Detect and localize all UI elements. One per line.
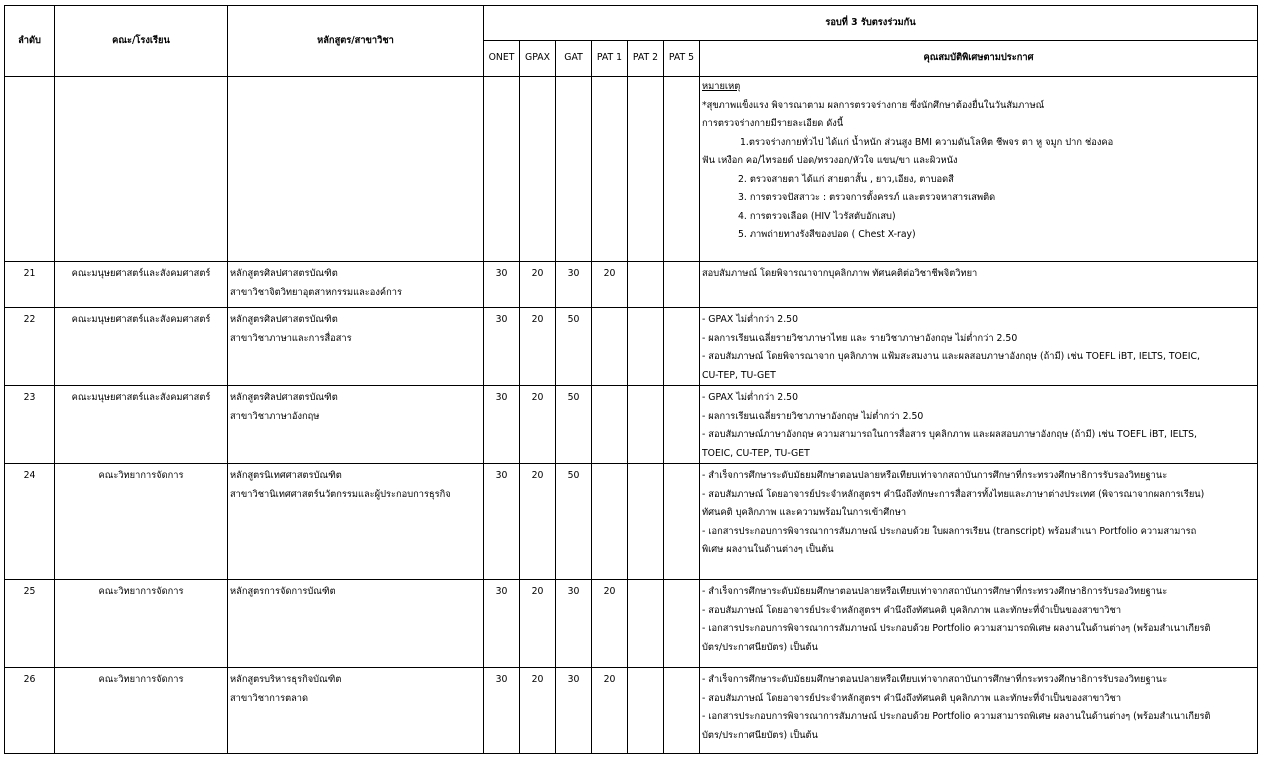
pat2-cell [628,308,664,386]
qualification-cell [700,580,1258,668]
qualification-line: - สอบสัมภาษณ์ โดยอาจารย์ประจำหลักสูตรฯ คำนึงถึงทักษะการสื่อสารทั้งไทยและภาษาต่างประเทศ (พิจารณาจากผลการเรียน) [702,488,1205,500]
note-empty-cell [484,77,520,262]
qualification-line: - เอกสารประกอบการพิจารณาการสัมภาษณ์ ประกอบด้วย Portfolio ความสามารถพิเศษ ผลงานในด้านต่างๆ (พร้อมสำเนาเกียรติ [702,711,1211,722]
qualification-line: - เอกสารประกอบการพิจารณาการสัมภาษณ์ ประกอบด้วย Portfolio ความสามารถพิเศษ ผลงานในด้านต่างๆ (พร้อมสำเนาเกียรติ [702,623,1211,634]
note-line: 5. ภาพถ่ายทางรังสีของปอด ( Chest X-ray) [738,229,916,240]
note-empty-cell [664,77,700,262]
note-title: หมายเหตุ [702,81,741,92]
gpax-cell: 20 [520,386,556,464]
faculty-cell: คณะมนุษยศาสตร์และสังคมศาสตร์ [55,386,228,464]
header-seq: ลำดับ [5,6,55,77]
qualification-line: - ผลการเรียนเฉลี่ยรายวิชาภาษาไทย และ รายวิชาภาษาอังกฤษ ไม่ต่ำกว่า 2.50 [702,332,1018,344]
pat1-cell: 20 [592,668,628,754]
note-empty-cell [228,77,484,262]
qualification-line: CU-TEP, TU-GET [702,369,776,381]
header-onet: ONET [484,41,520,77]
qualification-line: บัตร/ประกาศนียบัตร) เป็นต้น [702,641,818,653]
qualification-line: TOEIC, CU-TEP, TU-GET [702,447,810,459]
header-qualifications: คุณสมบัติพิเศษตามประกาศ [700,41,1258,77]
note-empty-cell [628,77,664,262]
gpax-cell: 20 [520,668,556,754]
table-row [5,308,1258,386]
onet-cell: 30 [484,668,520,754]
table-row [5,668,1258,754]
onet-cell: 30 [484,580,520,668]
program-cell [228,262,484,308]
onet-cell: 30 [484,308,520,386]
table-row [5,580,1258,668]
pat2-cell [628,262,664,308]
header-pat2: PAT 2 [628,41,664,77]
program-line: สาขาวิชาภาษาและการสื่อสาร [230,332,352,344]
faculty-cell: คณะวิทยาการจัดการ [55,668,228,754]
program-line: สาขาวิชาภาษาอังกฤษ [230,410,320,422]
gpax-cell: 20 [520,464,556,580]
pat5-cell [664,262,700,308]
note-empty-cell [55,77,228,262]
gat-cell: 50 [556,464,592,580]
admission-table [4,5,1258,754]
note-line: 4. การตรวจเลือด (HIV ไวรัสตับอักเสบ) [738,210,896,222]
onet-cell: 30 [484,262,520,308]
gat-cell: 50 [556,386,592,464]
pat5-cell [664,386,700,464]
note-cell [700,77,1258,262]
onet-cell: 30 [484,464,520,580]
program-cell [228,464,484,580]
header-round: รอบที่ 3 รับตรงร่วมกัน [484,6,1258,41]
note-line: 2. ตรวจสายตา ได้แก่ สายตาสั้น , ยาว,เอียง, ตาบอดสี [738,173,954,185]
gat-cell: 30 [556,580,592,668]
note-empty-cell [5,77,55,262]
note-row [5,77,1258,262]
note-line: 1.ตรวจร่างกายทั่วไป ได้แก่ น้ำหนัก ส่วนสูง BMI ความดันโลหิต ชีพจร ตา หู จมูก ปาก ช่องคอ [740,136,1114,148]
header-gpax: GPAX [520,41,556,77]
pat1-cell [592,386,628,464]
qualification-line: สอบสัมภาษณ์ โดยพิจารณาจากบุคลิกภาพ ทัศนคติต่อวิชาชีพจิตวิทยา [702,268,978,279]
note-empty-cell [592,77,628,262]
admission-table-sheet [4,5,1257,754]
gat-cell: 30 [556,668,592,754]
program-cell [228,668,484,754]
qualification-cell [700,308,1258,386]
pat2-cell [628,580,664,668]
qualification-line: - GPAX ไม่ต่ำกว่า 2.50 [702,392,798,403]
program-line: สาขาวิชานิเทศศาสตร์นวัตกรรมและผู้ประกอบการธุรกิจ [230,488,451,500]
note-line: 3. การตรวจปัสสาวะ : ตรวจการตั้งครรภ์ และตรวจหาสารเสพติด [738,192,996,203]
table-row [5,464,1258,580]
qualification-line: พิเศษ ผลงานในด้านต่างๆ เป็นต้น [702,544,834,555]
program-line: หลักสูตรนิเทศศาสตรบัณฑิต [230,470,342,481]
faculty-cell: คณะมนุษยศาสตร์และสังคมศาสตร์ [55,262,228,308]
pat1-cell [592,308,628,386]
note-line: *สุขภาพแข็งแรง พิจารณาตาม ผลการตรวจร่างกาย ซึ่งนักศึกษาต้องยื่นในวันสัมภาษณ์ [702,99,1045,111]
program-cell [228,308,484,386]
qualification-line: - สอบสัมภาษณ์ โดยอาจารย์ประจำหลักสูตรฯ คำนึงถึงทัศนคติ บุคลิกภาพ และทักษะที่จำเป็นของสาขาวิชา [702,692,1122,704]
header-pat5: PAT 5 [664,41,700,77]
seq-cell: 25 [5,580,55,668]
pat2-cell [628,668,664,754]
gat-cell: 50 [556,308,592,386]
qualification-line: - สอบสัมภาษณ์ภาษาอังกฤษ ความสามารถในการสื่อสาร บุคลิกภาพ และผลสอบภาษาอังกฤษ (ถ้ามี) เช่น TOEFL iBT, IELTS, [702,429,1197,440]
program-line: สาขาวิชาจิตวิทยาอุตสาหกรรมและองค์การ [230,286,402,298]
seq-cell: 26 [5,668,55,754]
seq-cell: 23 [5,386,55,464]
gat-cell: 30 [556,262,592,308]
qualification-line: - สอบสัมภาษณ์ โดยพิจารณาจาก บุคลิกภาพ แฟ้มสะสมงาน และผลสอบภาษาอังกฤษ (ถ้ามี) เช่น TOEFL iBT, IELTS, TOEIC, [702,351,1200,362]
note-empty-cell [556,77,592,262]
program-line: หลักสูตรการจัดการบัณฑิต [230,586,336,597]
qualification-line: - สำเร็จการศึกษาระดับมัธยมศึกษาตอนปลายหรือเทียบเท่าจากสถาบันการศึกษาที่กระทรวงศึกษาธิการรับรองวิทยฐานะ [702,470,1168,481]
pat1-cell [592,464,628,580]
table-row [5,262,1258,308]
pat2-cell [628,464,664,580]
note-line: การตรวจร่างกายมีรายละเอียด ดังนี้ [702,118,844,129]
seq-cell: 21 [5,262,55,308]
gpax-cell: 20 [520,308,556,386]
program-line: หลักสูตรศิลปศาสตรบัณฑิต [230,392,338,403]
header-pat1: PAT 1 [592,41,628,77]
pat1-cell: 20 [592,580,628,668]
pat5-cell [664,668,700,754]
pat1-cell: 20 [592,262,628,308]
qualification-line: - สำเร็จการศึกษาระดับมัธยมศึกษาตอนปลายหรือเทียบเท่าจากสถาบันการศึกษาที่กระทรวงศึกษาธิการรับรองวิทยฐานะ [702,586,1168,597]
faculty-cell: คณะวิทยาการจัดการ [55,580,228,668]
faculty-cell: คณะวิทยาการจัดการ [55,464,228,580]
qualification-line: - เอกสารประกอบการพิจารณาการสัมภาษณ์ ประกอบด้วย ใบผลการเรียน (transcript) พร้อมสำเนา Portfolio ความสามารถ [702,525,1197,537]
qualification-cell [700,262,1258,308]
qualification-line: ทัศนคติ บุคลิกภาพ และความพร้อมในการเข้าศึกษา [702,507,907,518]
qualification-cell [700,386,1258,464]
qualification-cell [700,464,1258,580]
gpax-cell: 20 [520,262,556,308]
seq-cell: 24 [5,464,55,580]
program-line: หลักสูตรศิลปศาสตรบัณฑิต [230,268,338,279]
program-line: หลักสูตรศิลปศาสตรบัณฑิต [230,314,338,325]
pat5-cell [664,580,700,668]
qualification-cell [700,668,1258,754]
table-row [5,386,1258,464]
note-empty-cell [520,77,556,262]
header-gat: GAT [556,41,592,77]
gpax-cell: 20 [520,580,556,668]
pat2-cell [628,386,664,464]
header-program: หลักสูตร/สาขาวิชา [228,6,484,77]
qualification-line: - สำเร็จการศึกษาระดับมัธยมศึกษาตอนปลายหรือเทียบเท่าจากสถาบันการศึกษาที่กระทรวงศึกษาธิการรับรองวิทยฐานะ [702,674,1168,685]
pat5-cell [664,464,700,580]
qualification-line: - GPAX ไม่ต่ำกว่า 2.50 [702,314,798,325]
onet-cell: 30 [484,386,520,464]
program-line: หลักสูตรบริหารธุรกิจบัณฑิต [230,674,342,685]
program-cell [228,386,484,464]
note-line: ฟัน เหงือก คอ/ไทรอยด์ ปอด/ทรวงอก/หัวใจ แขน/ขา และผิวหนัง [702,155,958,166]
pat5-cell [664,308,700,386]
header-faculty: คณะ/โรงเรียน [55,6,228,77]
qualification-line: - สอบสัมภาษณ์ โดยอาจารย์ประจำหลักสูตรฯ คำนึงถึงทัศนคติ บุคลิกภาพ และทักษะที่จำเป็นของสาขาวิชา [702,604,1122,616]
program-line: สาขาวิชาการตลาด [230,692,309,704]
program-cell [228,580,484,668]
qualification-line: บัตร/ประกาศนียบัตร) เป็นต้น [702,729,818,741]
seq-cell: 22 [5,308,55,386]
qualification-line: - ผลการเรียนเฉลี่ยรายวิชาภาษาอังกฤษ ไม่ต่ำกว่า 2.50 [702,410,924,422]
faculty-cell: คณะมนุษยศาสตร์และสังคมศาสตร์ [55,308,228,386]
